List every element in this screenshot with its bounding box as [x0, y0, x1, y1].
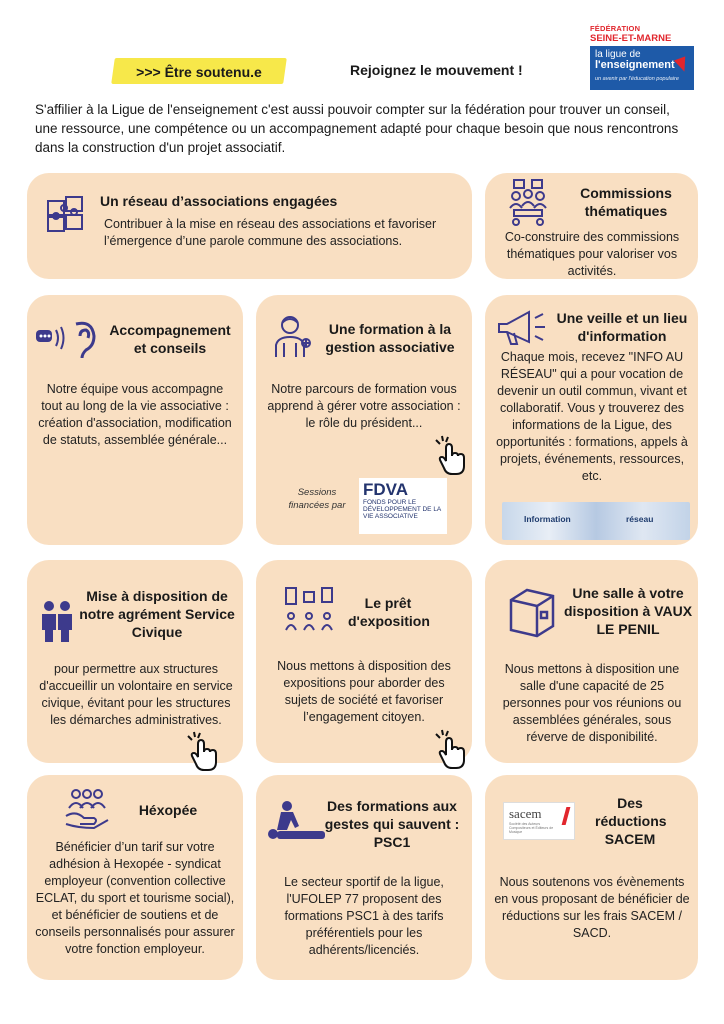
card-hexopee-body: Bénéficier d’un tarif sur votre adhésion à Hexopée - syndicat employeur (convention collective ECLAT, du sport et tourisme social), et bénéficier de soutiens et de conseils personnalisés pour assurer votre fonction employeur. — [35, 840, 235, 956]
ear-listening-icon — [36, 318, 98, 360]
logo-brand-line2: l'enseignement — [595, 59, 675, 71]
handshake-group-icon — [64, 788, 110, 830]
banner-right-text: réseau — [626, 514, 654, 524]
card-salle-body: Nous mettons à disposition une salle d'une capacité de 25 personnes pour vos réunions ou assemblées générales, sous réverve de disponibilité. — [502, 662, 682, 744]
trainer-icon — [273, 313, 313, 359]
info-reseau-banner[interactable] — [502, 502, 690, 540]
hand-pointer-icon[interactable] — [434, 434, 470, 476]
card-service-civique-body: pour permettre aux structures d'accueillir un volontaire en service civique, évitant pour les structures les démarches administratives. — [39, 662, 233, 727]
people-icon — [40, 600, 74, 642]
room-cube-icon — [507, 586, 557, 638]
banner-left-text: Information — [524, 514, 571, 524]
card-reseau-title: Un réseau d’associations engagées — [100, 193, 338, 209]
sacem-logo-mark-icon — [562, 807, 571, 825]
puzzle-icon — [44, 193, 92, 237]
card-formation-body: Notre parcours de formation vous apprend à gérer votre association : le rôle du président... — [267, 382, 461, 430]
megaphone-icon — [495, 308, 549, 348]
card-expo-body: Nous mettons à disposition des expositions pour aborder des sujets de société et favoriser l’engagement citoyen. — [277, 659, 451, 724]
card-psc1-title: Des formations aux gestes qui sauvent : PSC1 — [324, 798, 460, 850]
sacem-logo-sub: Société des Auteurs Compositeurs et Éditeurs de Musique — [509, 822, 554, 834]
card-formation-title: Une formation à la gestion associative — [325, 321, 455, 355]
card-sacem-title: Des réductions SACEM — [595, 795, 667, 847]
logo-tagline: un avenir par l'éducation populaire — [595, 76, 679, 82]
card-hexopee-title: Héxopée — [138, 802, 198, 818]
sacem-logo — [503, 802, 575, 840]
card-expo-title: Le prêt d'exposition — [348, 595, 430, 629]
section-tag: >>> Être soutenu.e — [136, 64, 262, 80]
sacem-logo-text: sacem — [509, 806, 542, 821]
fdva-fullname: FONDS POUR LE DÉVELOPPEMENT DE LA VIE ASSOCIATIVE — [363, 499, 441, 520]
logo-federation: FÉDÉRATION — [590, 24, 641, 33]
exhibition-icon — [284, 586, 336, 634]
card-salle-title: Une salle à votre disposition à VAUX LE PENIL — [563, 585, 693, 637]
hand-pointer-icon[interactable] — [434, 728, 470, 770]
card-veille-body: Chaque mois, recevez "INFO AU RÉSEAU" qui a pour vocation de devenir un outil commun, vivant et collaboratif. Vous y trouverez des informations de la Ligue, des opportunités : formations, appels à projets, événements, ressources, etc. — [496, 350, 688, 483]
logo-department: SEINE-ET-MARNE — [590, 33, 672, 44]
intro-paragraph: S'affilier à la Ligue de l'enseignement c'est aussi pouvoir compter sur la fédération pour trouver un conseil, une ressource, une compétence ou un accompagnement adapté pour chaque besoin que nous rencontrons dans la construction d'un projet associatif. — [35, 102, 679, 155]
card-sacem-body: Nous soutenons vos évènements en vous proposant de bénéficier de réductions sur les frais SACEM / SACD. — [494, 875, 690, 940]
card-reseau-body: Contribuer à la mise en réseau des associations et favoriser l’émergence d’une parole commune des associations. — [104, 217, 437, 248]
join-heading: Rejoignez le mouvement ! — [350, 62, 523, 78]
card-commissions-title: Commissions thématiques — [580, 185, 672, 219]
ligue-logo[interactable] — [586, 22, 698, 94]
hand-pointer-icon[interactable] — [186, 730, 222, 772]
card-veille-title: Une veille et un lieu d'information — [556, 310, 688, 344]
card-accompagnement-title: Accompagnement et conseils — [109, 322, 231, 356]
meeting-icon — [506, 178, 550, 226]
card-accompagnement-body: Notre équipe vous accompagne tout au long de la vie associative : création d'association, modification de statuts, assemblée générale... — [38, 382, 232, 447]
card-service-civique-title: Mise à disposition de notre agrément Service Civique — [79, 588, 235, 640]
card-commissions-body: Co-construire des commissions thématiques pour valoriser vos activités. — [504, 230, 680, 278]
fdva-acronym: FDVA — [363, 480, 409, 499]
card-psc1-body: Le secteur sportif de la ligue, l'UFOLEP 77 proposent des formations PSC1 à des tarifs préférentiels pour les adhérents/licenciés. — [284, 875, 444, 957]
logo-brand-line1: la ligue de — [595, 49, 641, 60]
sessions-financed-label: Sessions financées par — [288, 487, 346, 511]
fdva-logo — [359, 478, 447, 534]
